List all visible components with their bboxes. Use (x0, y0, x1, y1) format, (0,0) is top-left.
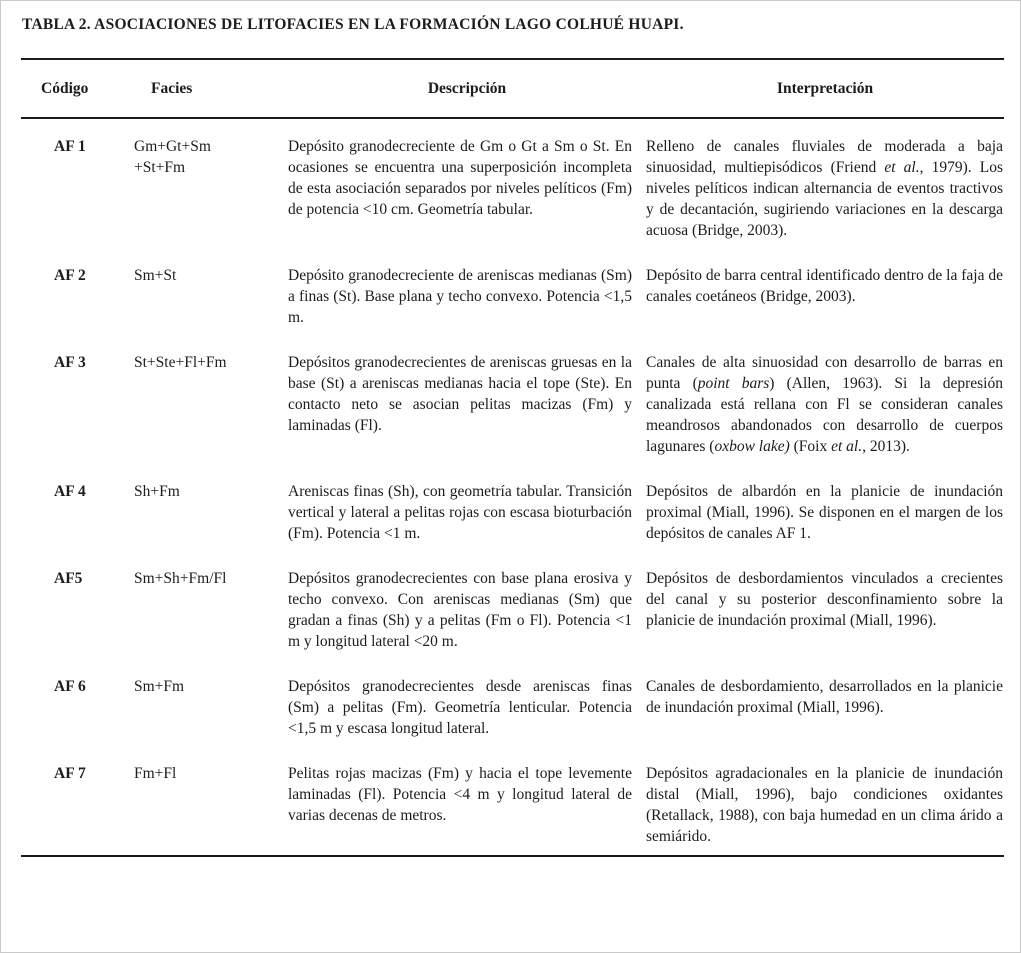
interpretacion-cell (646, 568, 1004, 652)
text-segment: ) (Allen, 1963). Si la depresión canalizada está rellana con Fl se consideran canales meandrosos abandonados con desarrollo de cuerpos lagunares ( (646, 375, 1003, 455)
descripcion-cell (288, 265, 646, 328)
text-segment: Canales de alta sinuosidad con desarrollo de barras en punta ( (646, 354, 1003, 392)
text-segment: Depósitos granodecrecientes con base plana erosiva y techo convexo. Con areniscas medianas (Sm) que gradan a finas (Sh) y a pelitas (Fm o Fl). Potencia <1 m y longitud lateral <20 m. (288, 570, 632, 650)
facies-cell: Sm+Sh+Fm/Fl (134, 570, 227, 587)
header-descripcion: Descripción (427, 79, 507, 97)
italic-text: et al. (884, 159, 920, 176)
codigo-cell: AF 1 (54, 138, 86, 155)
table-row (21, 265, 1004, 328)
italic-text: point bars (697, 375, 770, 392)
descripcion-cell (288, 676, 646, 739)
header-interpretacion: Interpretación (776, 79, 874, 97)
interpretacion-cell (646, 676, 1004, 739)
text-segment: Canales de desbordamiento, desarrollados en la planicie de inundación proximal (Miall, 1996). (646, 678, 1003, 716)
table-row (21, 481, 1004, 544)
table-bottom-rule (21, 855, 1004, 857)
codigo-cell: AF 7 (54, 765, 86, 782)
codigo-cell: AF 4 (54, 483, 86, 500)
descripcion-cell (288, 568, 646, 652)
text-segment: Pelitas rojas macizas (Fm) y hacia el tope levemente laminadas (Fl). Potencia <4 m y longitud lateral de varias decenas de metros. (288, 765, 632, 824)
italic-text: et al., (831, 438, 866, 455)
text-segment: Depósitos granodecrecientes de areniscas gruesas en la base (St) a areniscas medianas hacia el tope (Ste). En contacto neto se asocian pelitas macizas (Fm) y laminadas (Fl). (288, 354, 632, 434)
facies-cell: Fm+Fl (134, 765, 177, 782)
header-facies: Facies (151, 79, 193, 97)
facies-cell: St+Ste+Fl+Fm (134, 354, 227, 371)
facies-cell: Sm+St (134, 267, 177, 284)
text-segment: Depósitos agradacionales en la planicie de inundación distal (Miall, 1996), bajo condiciones oxidantes (Retallack, 1988), con baja humedad en un clima árido a semiárido. (646, 765, 1003, 845)
text-segment: Depósito granodecreciente de Gm o Gt a Sm o St. En ocasiones se encuentra una superposición incompleta de esta asociación separados por niveles pelíticos (Fm) de potencia <10 cm. Geometría tabular. (288, 138, 632, 218)
table-row (21, 568, 1004, 652)
table-caption: TABLA 2. ASOCIACIONES DE LITOFACIES EN LA FORMACIÓN LAGO COLHUÉ HUAPI. (22, 16, 684, 33)
interpretacion-cell (646, 265, 1004, 328)
text-segment: 2013). (865, 438, 910, 455)
text-segment: Depósitos granodecrecientes desde areniscas finas (Sm) a pelitas (Fm). Geometría lenticular. Potencia <1,5 m y escasa longitud lateral. (288, 678, 632, 737)
codigo-cell: AF5 (54, 570, 83, 587)
text-segment: Depósitos de desbordamientos vinculados a crecientes del canal y su posterior desconfinamiento sobre la planicie de inundación proximal (Miall, 1996). (646, 570, 1003, 629)
text-segment: (Foix (789, 438, 832, 455)
codigo-cell: AF 6 (54, 678, 86, 695)
table-row (21, 763, 1004, 847)
interpretacion-cell (646, 136, 1004, 241)
text-segment: Depósito granodecreciente de areniscas medianas (Sm) a finas (St). Base plana y techo convexo. Potencia <1,5 m. (288, 267, 632, 326)
table-row (21, 352, 1004, 457)
text-segment: Depósitos de albardón en la planicie de inundación proximal (Miall, 1996). Se disponen en el margen de los depósitos de canales AF 1. (646, 483, 1003, 542)
descripcion-cell (288, 763, 646, 847)
text-segment: , 1979). Los niveles pelíticos indican alternancia de eventos tractivos y de decantación, sugiriendo variaciones en la descarga acuosa (Bridge, 2003). (646, 159, 1003, 239)
facies-cell: Gm+Gt+Sm +St+Fm (134, 138, 211, 176)
interpretacion-cell (646, 763, 1004, 847)
text-segment: Relleno de canales fluviales de moderada a baja sinuosidad, multiepisódicos (Friend (646, 138, 1003, 176)
codigo-cell: AF 3 (54, 354, 86, 371)
interpretacion-cell (646, 352, 1004, 457)
table-row (21, 136, 1004, 241)
descripcion-cell (288, 136, 646, 241)
litofacies-table (21, 58, 1004, 857)
descripcion-cell (288, 481, 646, 544)
interpretacion-cell (646, 481, 1004, 544)
facies-cell: Sm+Fm (134, 678, 185, 695)
table-row (21, 676, 1004, 739)
table-body (21, 119, 1004, 847)
table-header-row (21, 60, 1004, 117)
text-segment: Areniscas finas (Sh), con geometría tabular. Transición vertical y lateral a pelitas rojas con escasa bioturbación (Fm). Potencia <1 m. (288, 483, 632, 542)
descripcion-cell (288, 352, 646, 457)
codigo-cell: AF 2 (54, 267, 86, 284)
text-segment: Depósito de barra central identificado dentro de la faja de canales coetáneos (Bridge, 2003). (646, 267, 1003, 305)
facies-cell: Sh+Fm (134, 483, 180, 500)
italic-text: oxbow lake) (714, 438, 790, 455)
header-codigo: Código (41, 79, 89, 97)
